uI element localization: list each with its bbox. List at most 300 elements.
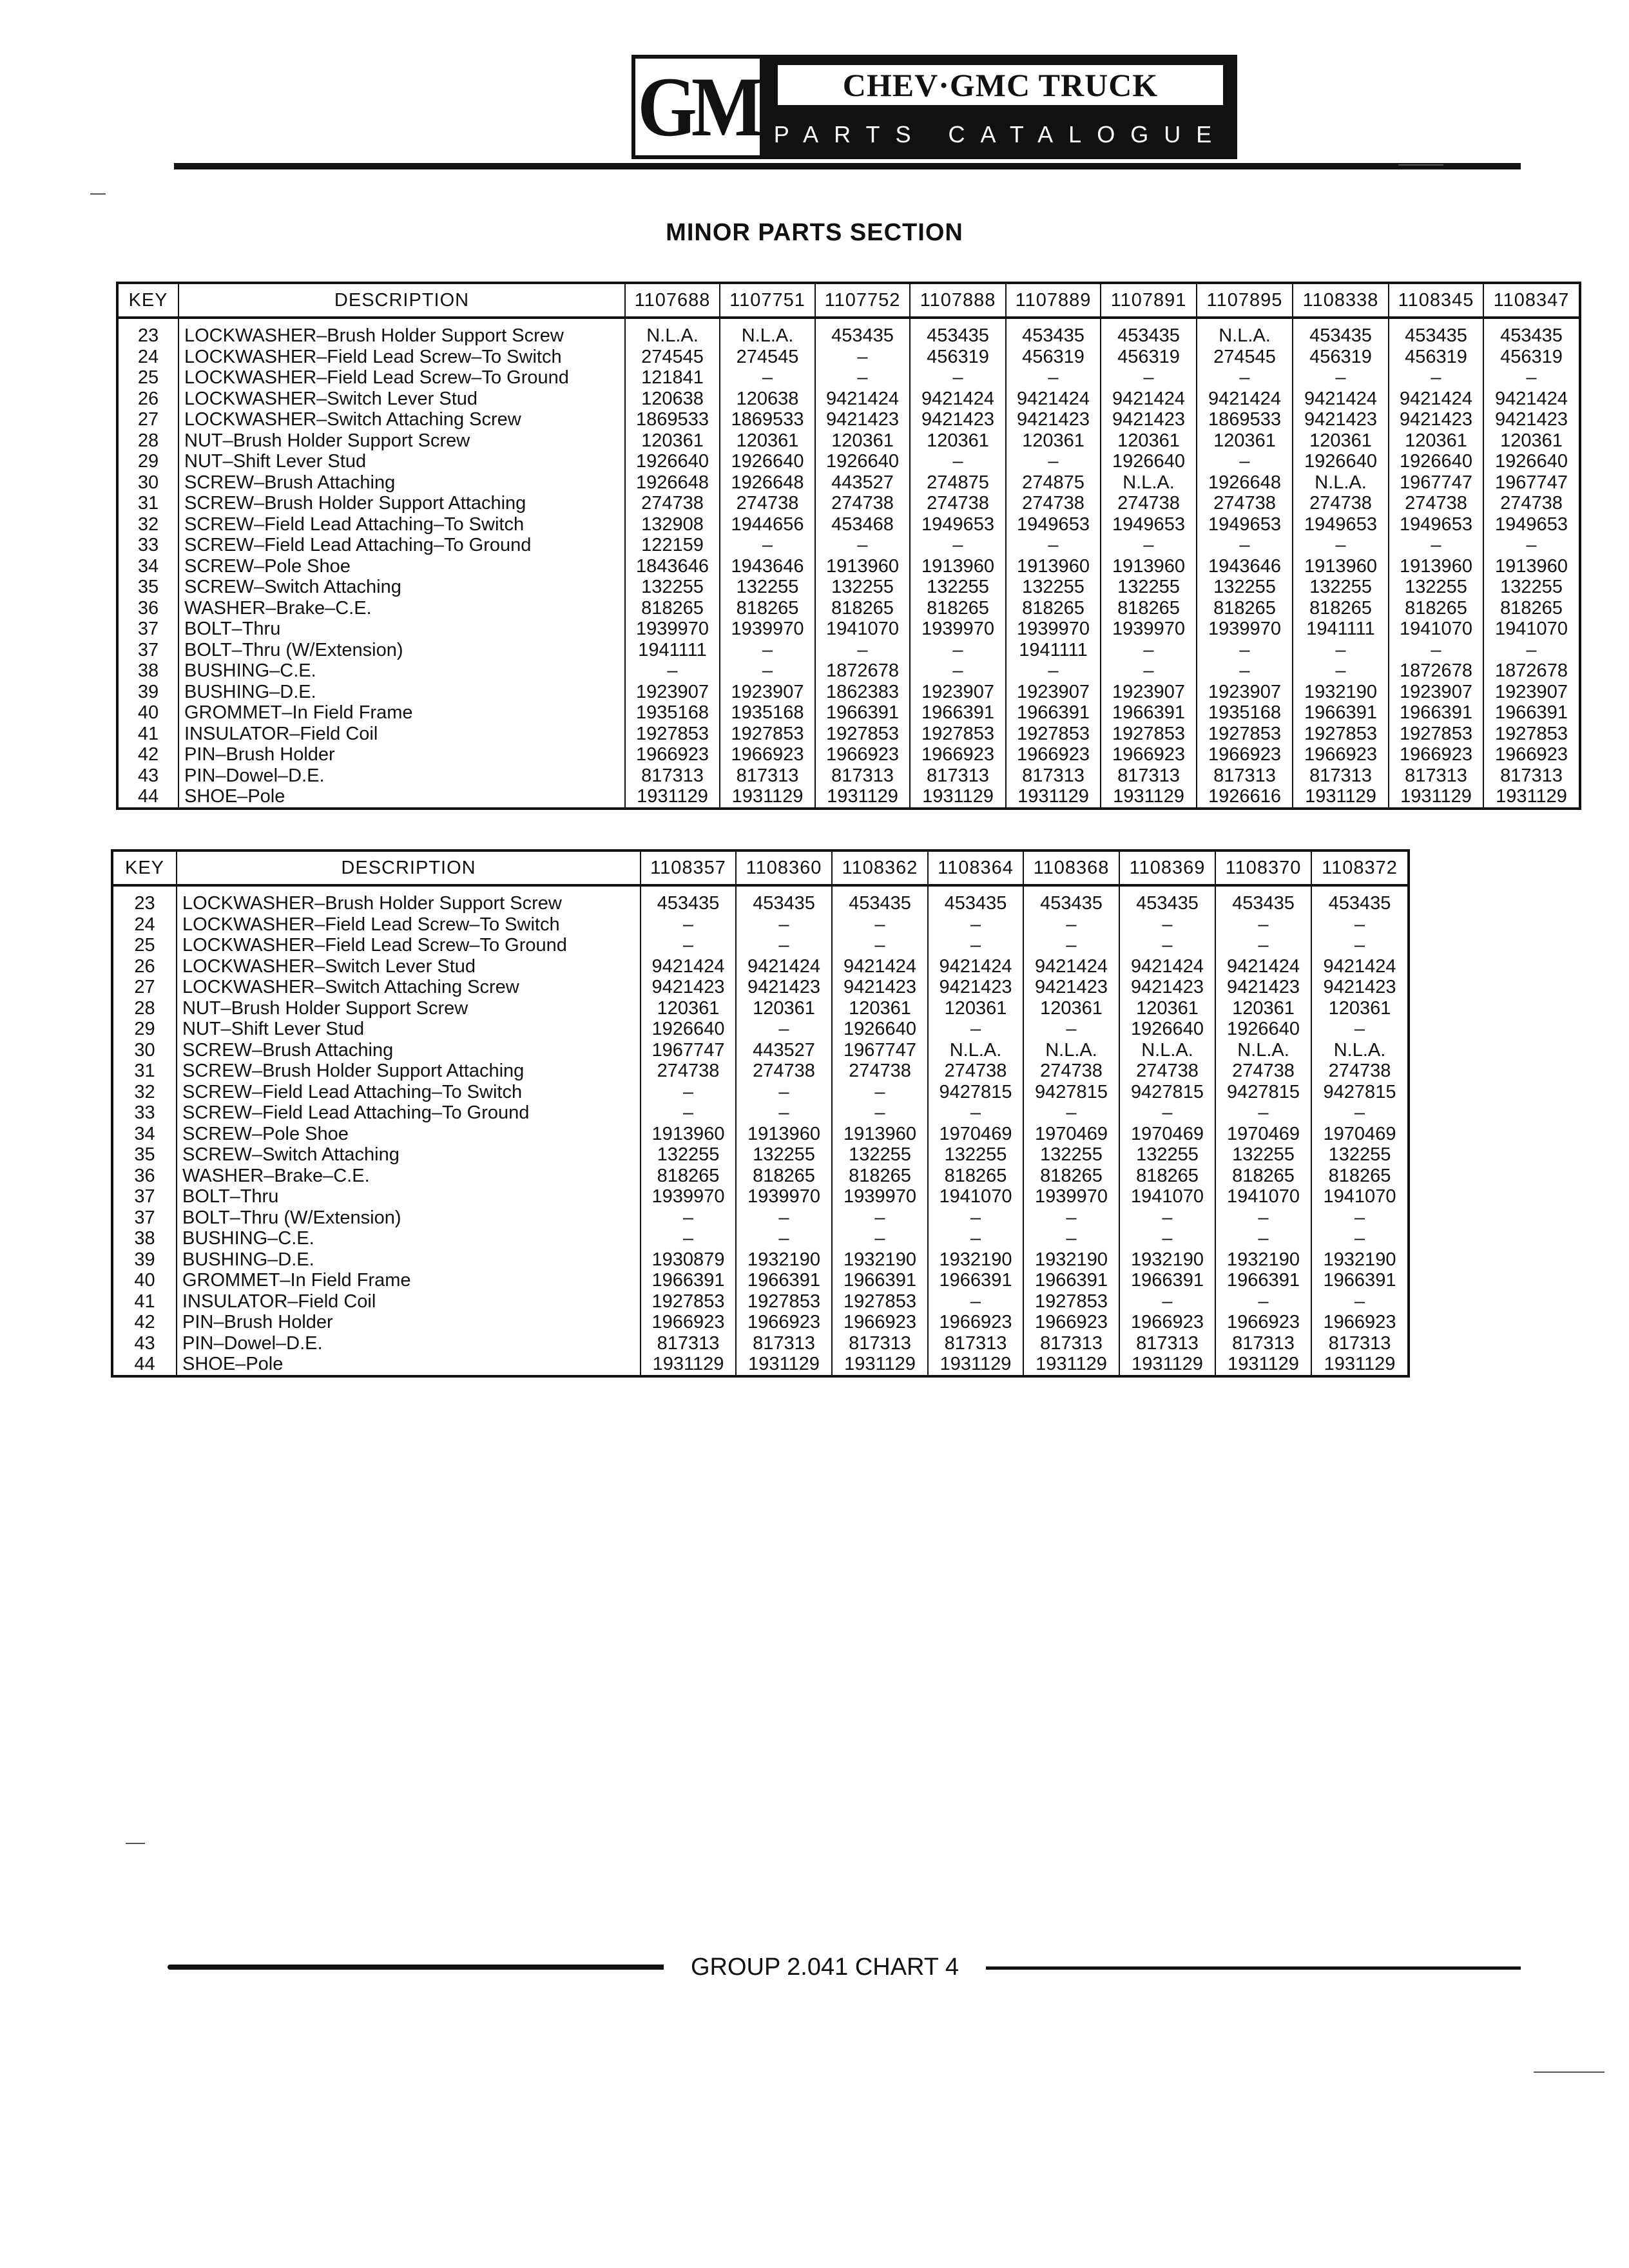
part-number-cell: 132255 <box>815 577 910 598</box>
part-number-cell: – <box>928 935 1023 956</box>
part-number-cell: 1970469 <box>928 1124 1023 1145</box>
part-number-cell: 818265 <box>815 598 910 619</box>
part-number-cell: 818265 <box>832 1166 928 1187</box>
part-number-cell: 120361 <box>625 430 720 452</box>
part-number-cell: 1966923 <box>1006 744 1101 765</box>
part-number-cell: N.L.A. <box>1119 1040 1215 1061</box>
column-header-part-number: 1107888 <box>910 283 1006 318</box>
part-number-cell: 274738 <box>815 493 910 514</box>
part-number-cell: 1913960 <box>815 556 910 577</box>
part-number-cell: – <box>1006 367 1101 389</box>
part-number-cell: 817313 <box>1215 1333 1311 1354</box>
part-number-cell: 1966391 <box>832 1270 928 1291</box>
row-description: LOCKWASHER–Switch Attaching Screw <box>177 977 641 998</box>
part-number-cell: 1923907 <box>1483 682 1580 703</box>
part-number-cell: – <box>1389 367 1483 389</box>
part-number-cell: 132255 <box>1483 577 1580 598</box>
scan-speck <box>1398 164 1443 166</box>
footer-rule-right <box>986 1966 1521 1970</box>
part-number-cell: 453435 <box>1483 318 1580 347</box>
part-number-cell: 274545 <box>1197 347 1293 368</box>
part-number-cell: 9421424 <box>1293 389 1389 410</box>
row-description: LOCKWASHER–Field Lead Screw–To Switch <box>177 914 641 936</box>
brand-line-1: CHEV·GMC TRUCK <box>778 65 1223 105</box>
column-header-description: DESCRIPTION <box>177 850 641 885</box>
part-number-cell: 818265 <box>1293 598 1389 619</box>
part-number-cell: – <box>1197 451 1293 472</box>
part-number-cell: 132908 <box>625 514 720 535</box>
part-number-cell: 9421423 <box>641 977 736 998</box>
page-footer <box>168 1949 1521 1988</box>
row-key: 27 <box>112 977 177 998</box>
part-number-cell: – <box>1023 1019 1119 1040</box>
part-number-cell: 120361 <box>815 430 910 452</box>
part-number-cell: 132255 <box>832 1144 928 1166</box>
part-number-cell: 1932190 <box>832 1249 928 1271</box>
row-description: BUSHING–C.E. <box>178 660 625 682</box>
part-number-cell: – <box>1119 935 1215 956</box>
part-number-cell: 1939970 <box>1197 619 1293 640</box>
part-number-cell: 1932190 <box>736 1249 832 1271</box>
part-number-cell: 818265 <box>1215 1166 1311 1187</box>
part-number-cell: – <box>832 1228 928 1249</box>
part-number-cell: – <box>1119 1291 1215 1312</box>
part-number-cell: 1941070 <box>1483 619 1580 640</box>
part-number-cell: 1872678 <box>815 660 910 682</box>
table-row <box>112 1312 1409 1333</box>
part-number-cell: 1927853 <box>815 724 910 745</box>
column-header-description: DESCRIPTION <box>178 283 625 318</box>
part-number-cell: 1970469 <box>1023 1124 1119 1145</box>
part-number-cell: – <box>928 1102 1023 1124</box>
part-number-cell: 1926648 <box>1197 472 1293 494</box>
part-number-cell: 1966391 <box>1389 702 1483 724</box>
row-description: SCREW–Switch Attaching <box>177 1144 641 1166</box>
part-number-cell: – <box>910 640 1006 661</box>
part-number-cell: 1872678 <box>1389 660 1483 682</box>
table-row <box>112 1124 1409 1145</box>
part-number-cell: – <box>720 367 815 389</box>
part-number-cell: 1926616 <box>1197 786 1293 809</box>
row-description: SCREW–Pole Shoe <box>177 1124 641 1145</box>
part-number-cell: 817313 <box>910 765 1006 787</box>
row-key: 31 <box>112 1061 177 1082</box>
part-number-cell: 1926640 <box>1483 451 1580 472</box>
part-number-cell: 120361 <box>1023 998 1119 1019</box>
part-number-cell: 1913960 <box>910 556 1006 577</box>
part-number-cell: 1935168 <box>1197 702 1293 724</box>
part-number-cell: – <box>1389 640 1483 661</box>
column-header-part-number: 1107752 <box>815 283 910 318</box>
part-number-cell: 818265 <box>1101 598 1197 619</box>
part-number-cell: 1931129 <box>736 1354 832 1376</box>
part-number-cell: – <box>736 1228 832 1249</box>
table-row <box>117 598 1580 619</box>
table-row <box>117 367 1580 389</box>
part-number-cell: – <box>815 535 910 556</box>
part-number-cell: 1966923 <box>1389 744 1483 765</box>
part-number-cell: 132255 <box>1101 577 1197 598</box>
part-number-cell: 453435 <box>832 885 928 914</box>
part-number-cell: 1913960 <box>641 1124 736 1145</box>
part-number-cell: 818265 <box>1197 598 1293 619</box>
row-description: PIN–Brush Holder <box>177 1312 641 1333</box>
part-number-cell: 1939970 <box>736 1186 832 1207</box>
table-row <box>112 1291 1409 1312</box>
table-row <box>112 1144 1409 1166</box>
row-description: PIN–Brush Holder <box>178 744 625 765</box>
part-number-cell: 132255 <box>1023 1144 1119 1166</box>
part-number-cell: – <box>1023 1228 1119 1249</box>
part-number-cell: 1927853 <box>720 724 815 745</box>
column-header-part-number: 1108364 <box>928 850 1023 885</box>
part-number-cell: – <box>1311 935 1409 956</box>
part-number-cell: 1941070 <box>1311 1186 1409 1207</box>
part-number-cell: 1931129 <box>1311 1354 1409 1376</box>
part-number-cell: 1966391 <box>928 1270 1023 1291</box>
part-number-cell: – <box>1119 914 1215 936</box>
table-row <box>117 660 1580 682</box>
part-number-cell: 1966391 <box>1006 702 1101 724</box>
part-number-cell: 1931129 <box>720 786 815 809</box>
scan-speck <box>1534 2071 1605 2073</box>
part-number-cell: 453435 <box>1006 318 1101 347</box>
part-number-cell: 1935168 <box>720 702 815 724</box>
part-number-cell: – <box>1311 914 1409 936</box>
table-row <box>117 514 1580 535</box>
row-key: 35 <box>117 577 178 598</box>
part-number-cell: – <box>1101 640 1197 661</box>
part-number-cell: 456319 <box>1483 347 1580 368</box>
table-row <box>112 1249 1409 1271</box>
part-number-cell: 1931129 <box>1389 786 1483 809</box>
part-number-cell: – <box>736 1102 832 1124</box>
part-number-cell: 1949653 <box>1006 514 1101 535</box>
part-number-cell: 274738 <box>928 1061 1023 1082</box>
part-number-cell: – <box>1483 535 1580 556</box>
part-number-cell: 9421424 <box>1215 956 1311 977</box>
row-key: 36 <box>112 1166 177 1187</box>
part-number-cell: 1949653 <box>910 514 1006 535</box>
part-number-cell: – <box>1311 1102 1409 1124</box>
part-number-cell: N.L.A. <box>1215 1040 1311 1061</box>
part-number-cell: 1966923 <box>641 1312 736 1333</box>
parts-table-2 <box>111 849 1410 1378</box>
part-number-cell: 818265 <box>1006 598 1101 619</box>
table-row <box>112 1019 1409 1040</box>
scan-speck <box>126 1843 145 1844</box>
part-number-cell: – <box>1215 1207 1311 1229</box>
part-number-cell: 9421423 <box>832 977 928 998</box>
row-key: 32 <box>112 1082 177 1103</box>
part-number-cell: 132255 <box>1311 1144 1409 1166</box>
part-number-cell: 818265 <box>1311 1166 1409 1187</box>
part-number-cell: 1943646 <box>1197 556 1293 577</box>
part-number-cell: 1927853 <box>1483 724 1580 745</box>
part-number-cell: 1941070 <box>928 1186 1023 1207</box>
part-number-cell: N.L.A. <box>1197 318 1293 347</box>
table-row <box>112 935 1409 956</box>
part-number-cell: 274738 <box>1197 493 1293 514</box>
part-number-cell: 9421424 <box>1023 956 1119 977</box>
part-number-cell: 443527 <box>736 1040 832 1061</box>
part-number-cell: 1913960 <box>832 1124 928 1145</box>
part-number-cell: 1931129 <box>1119 1354 1215 1376</box>
part-number-cell: – <box>928 1228 1023 1249</box>
table-row <box>112 1166 1409 1187</box>
part-number-cell: N.L.A. <box>625 318 720 347</box>
part-number-cell: 456319 <box>1389 347 1483 368</box>
row-description: SCREW–Field Lead Attaching–To Switch <box>177 1082 641 1103</box>
row-description: SCREW–Brush Holder Support Attaching <box>177 1061 641 1082</box>
row-key: 34 <box>117 556 178 577</box>
part-number-cell: 818265 <box>1119 1166 1215 1187</box>
row-key: 38 <box>112 1228 177 1249</box>
column-header-key: KEY <box>112 850 177 885</box>
table-row <box>112 1354 1409 1376</box>
part-number-cell: 818265 <box>928 1166 1023 1187</box>
table-row <box>117 451 1580 472</box>
part-number-cell: 1970469 <box>1311 1124 1409 1145</box>
part-number-cell: 1923907 <box>625 682 720 703</box>
part-number-cell: 1926640 <box>720 451 815 472</box>
row-description: BOLT–Thru <box>177 1186 641 1207</box>
column-header-part-number: 1108370 <box>1215 850 1311 885</box>
part-number-cell: 1923907 <box>1006 682 1101 703</box>
table-row <box>112 1207 1409 1229</box>
part-number-cell: – <box>1119 1102 1215 1124</box>
part-number-cell: 1939970 <box>641 1186 736 1207</box>
part-number-cell: 456319 <box>1101 347 1197 368</box>
table-row <box>112 1186 1409 1207</box>
part-number-cell: 1927853 <box>910 724 1006 745</box>
part-number-cell: 9421423 <box>1006 409 1101 430</box>
part-number-cell: – <box>832 1102 928 1124</box>
part-number-cell: 120361 <box>720 430 815 452</box>
part-number-cell: 818265 <box>625 598 720 619</box>
part-number-cell: 132255 <box>1215 1144 1311 1166</box>
row-description: BUSHING–D.E. <box>178 682 625 703</box>
column-header-part-number: 1108347 <box>1483 283 1580 318</box>
part-number-cell: – <box>1101 660 1197 682</box>
part-number-cell: – <box>1006 535 1101 556</box>
column-header-part-number: 1107895 <box>1197 283 1293 318</box>
part-number-cell: 1927853 <box>1101 724 1197 745</box>
part-number-cell: 120361 <box>1197 430 1293 452</box>
row-description: NUT–Brush Holder Support Screw <box>177 998 641 1019</box>
part-number-cell: 9421424 <box>815 389 910 410</box>
part-number-cell: 120361 <box>1215 998 1311 1019</box>
part-number-cell: N.L.A. <box>1311 1040 1409 1061</box>
part-number-cell: 1913960 <box>1483 556 1580 577</box>
part-number-cell: 818265 <box>720 598 815 619</box>
part-number-cell: 274738 <box>832 1061 928 1082</box>
part-number-cell: 1931129 <box>625 786 720 809</box>
part-number-cell: 132255 <box>641 1144 736 1166</box>
part-number-cell: 9421424 <box>1311 956 1409 977</box>
part-number-cell: 1927853 <box>832 1291 928 1312</box>
row-key: 28 <box>112 998 177 1019</box>
part-number-cell: 1939970 <box>1023 1186 1119 1207</box>
part-number-cell: 120361 <box>1389 430 1483 452</box>
part-number-cell: 456319 <box>910 347 1006 368</box>
part-number-cell: 120361 <box>1101 430 1197 452</box>
part-number-cell: 1970469 <box>1119 1124 1215 1145</box>
part-number-cell: 817313 <box>641 1333 736 1354</box>
part-number-cell: 1923907 <box>1101 682 1197 703</box>
part-number-cell: 1869533 <box>720 409 815 430</box>
part-number-cell: 1949653 <box>1389 514 1483 535</box>
part-number-cell: 9421424 <box>1101 389 1197 410</box>
part-number-cell: 9421423 <box>1293 409 1389 430</box>
part-number-cell: 1966923 <box>832 1312 928 1333</box>
part-number-cell: 1966391 <box>641 1270 736 1291</box>
part-number-cell: 274875 <box>1006 472 1101 494</box>
part-number-cell: – <box>815 347 910 368</box>
part-number-cell: 817313 <box>928 1333 1023 1354</box>
column-header-part-number: 1107889 <box>1006 283 1101 318</box>
table-row <box>117 389 1580 410</box>
row-description: WASHER–Brake–C.E. <box>177 1166 641 1187</box>
part-number-cell: 132255 <box>910 577 1006 598</box>
row-key: 41 <box>112 1291 177 1312</box>
part-number-cell: – <box>1023 914 1119 936</box>
row-key: 25 <box>117 367 178 389</box>
part-number-cell: 274738 <box>720 493 815 514</box>
row-key: 40 <box>117 702 178 724</box>
row-key: 40 <box>112 1270 177 1291</box>
row-description: LOCKWASHER–Field Lead Screw–To Ground <box>177 935 641 956</box>
part-number-cell: – <box>1311 1207 1409 1229</box>
part-number-cell: 9421423 <box>1311 977 1409 998</box>
part-number-cell: 1926640 <box>641 1019 736 1040</box>
part-number-cell: – <box>928 1019 1023 1040</box>
part-number-cell: 9421424 <box>736 956 832 977</box>
row-key: 23 <box>112 885 177 914</box>
part-number-cell: 453435 <box>928 885 1023 914</box>
part-number-cell: 817313 <box>1197 765 1293 787</box>
part-number-cell: – <box>736 935 832 956</box>
part-number-cell: – <box>720 640 815 661</box>
part-number-cell: 1966391 <box>1119 1270 1215 1291</box>
catalogue-header <box>174 55 1521 171</box>
row-key: 25 <box>112 935 177 956</box>
row-description: INSULATOR–Field Coil <box>178 724 625 745</box>
part-number-cell: 132255 <box>1119 1144 1215 1166</box>
part-number-cell: – <box>910 367 1006 389</box>
part-number-cell: 9421424 <box>832 956 928 977</box>
part-number-cell: 1913960 <box>1006 556 1101 577</box>
part-number-cell: – <box>1119 1207 1215 1229</box>
part-number-cell: 453468 <box>815 514 910 535</box>
row-description: SCREW–Brush Holder Support Attaching <box>178 493 625 514</box>
part-number-cell: – <box>1006 660 1101 682</box>
part-number-cell: 1926648 <box>625 472 720 494</box>
part-number-cell: 1932190 <box>1215 1249 1311 1271</box>
table-row <box>112 1333 1409 1354</box>
column-header-part-number: 1108372 <box>1311 850 1409 885</box>
row-description: LOCKWASHER–Field Lead Screw–To Switch <box>178 347 625 368</box>
part-number-cell: 132255 <box>928 1144 1023 1166</box>
brand-bar <box>764 55 1237 159</box>
part-number-cell: 1913960 <box>1101 556 1197 577</box>
part-number-cell: 818265 <box>641 1166 736 1187</box>
part-number-cell: 453435 <box>1101 318 1197 347</box>
row-description: SCREW–Field Lead Attaching–To Ground <box>178 535 625 556</box>
row-key: 29 <box>117 451 178 472</box>
row-key: 27 <box>117 409 178 430</box>
part-number-cell: N.L.A. <box>1023 1040 1119 1061</box>
table-row <box>117 318 1580 347</box>
part-number-cell: 9421423 <box>1119 977 1215 998</box>
part-number-cell: 1939970 <box>910 619 1006 640</box>
part-number-cell: 122159 <box>625 535 720 556</box>
part-number-cell: 9421424 <box>641 956 736 977</box>
part-number-cell: 120361 <box>1293 430 1389 452</box>
part-number-cell: – <box>641 1082 736 1103</box>
part-number-cell: 1931129 <box>832 1354 928 1376</box>
part-number-cell: – <box>1006 451 1101 472</box>
row-description: GROMMET–In Field Frame <box>177 1270 641 1291</box>
row-key: 24 <box>112 914 177 936</box>
part-number-cell: 274545 <box>625 347 720 368</box>
part-number-cell: 1927853 <box>625 724 720 745</box>
part-number-cell: 1927853 <box>641 1291 736 1312</box>
part-number-cell: 1931129 <box>1483 786 1580 809</box>
part-number-cell: 1966923 <box>910 744 1006 765</box>
part-number-cell: 817313 <box>1293 765 1389 787</box>
part-number-cell: – <box>1293 367 1389 389</box>
column-header-part-number: 1108338 <box>1293 283 1389 318</box>
part-number-cell: – <box>641 935 736 956</box>
row-key: 32 <box>117 514 178 535</box>
part-number-cell: 453435 <box>736 885 832 914</box>
gm-logo-text: GM <box>637 59 758 154</box>
row-key: 29 <box>112 1019 177 1040</box>
part-number-cell: 817313 <box>1311 1333 1409 1354</box>
part-number-cell: 443527 <box>815 472 910 494</box>
part-number-cell: 120361 <box>832 998 928 1019</box>
row-description: SCREW–Pole Shoe <box>178 556 625 577</box>
row-description: LOCKWASHER–Brush Holder Support Screw <box>178 318 625 347</box>
part-number-cell: – <box>1023 1102 1119 1124</box>
part-number-cell: 1944656 <box>720 514 815 535</box>
part-number-cell: 1966391 <box>1311 1270 1409 1291</box>
part-number-cell: 1949653 <box>1197 514 1293 535</box>
row-description: SCREW–Switch Attaching <box>178 577 625 598</box>
part-number-cell: – <box>1023 1207 1119 1229</box>
part-number-cell: 1926648 <box>720 472 815 494</box>
part-number-cell: N.L.A. <box>720 318 815 347</box>
part-number-cell: 818265 <box>1389 598 1483 619</box>
table-header-row <box>117 283 1580 318</box>
part-number-cell: 1939970 <box>832 1186 928 1207</box>
part-number-cell: 1941111 <box>1293 619 1389 640</box>
part-number-cell: – <box>910 535 1006 556</box>
row-description: PIN–Dowel–D.E. <box>178 765 625 787</box>
row-description: LOCKWASHER–Field Lead Screw–To Ground <box>178 367 625 389</box>
scan-speck <box>90 193 106 195</box>
part-number-cell: 9427815 <box>1215 1082 1311 1103</box>
footer-chart-reference: GROUP 2.041 CHART 4 <box>690 1954 959 1981</box>
part-number-cell: 120361 <box>736 998 832 1019</box>
part-number-cell: 1932190 <box>928 1249 1023 1271</box>
row-key: 23 <box>117 318 178 347</box>
row-key: 38 <box>117 660 178 682</box>
part-number-cell: 456319 <box>1293 347 1389 368</box>
row-key: 39 <box>112 1249 177 1271</box>
part-number-cell: – <box>910 451 1006 472</box>
